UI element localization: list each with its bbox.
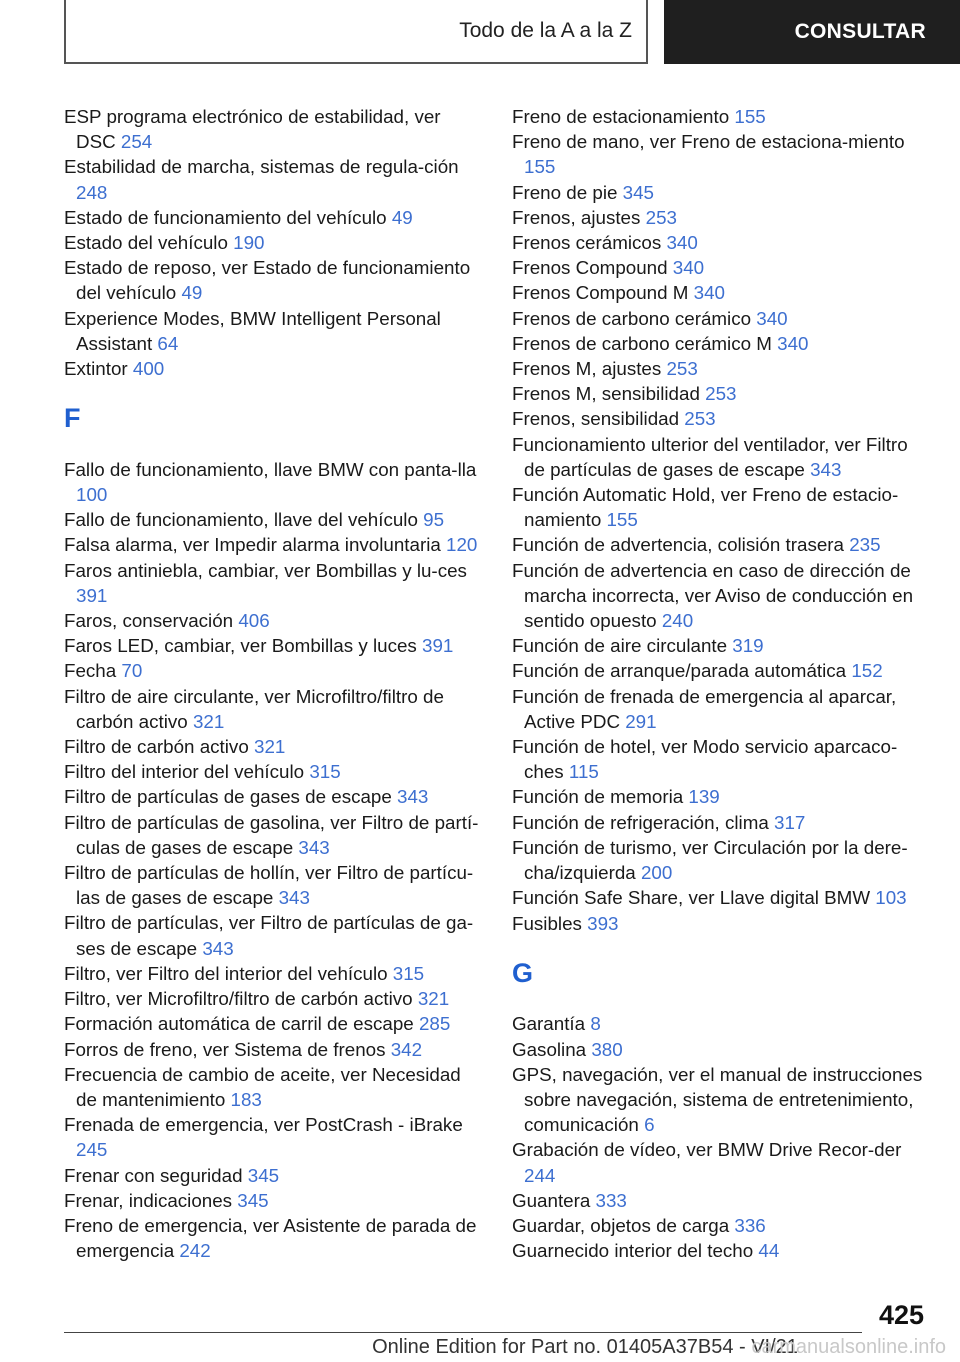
index-entry bbox=[64, 230, 484, 255]
index-entry-text: Frenar con seguridad bbox=[64, 1164, 243, 1186]
index-entry-text: Función de advertencia, colisión trasera bbox=[512, 534, 844, 556]
page-reference-link[interactable]: 253 bbox=[645, 206, 677, 228]
index-entry-text: Frenos, ajustes bbox=[512, 206, 641, 228]
index-entry-text: Frenada de emergencia, ver PostCrash - iBrake bbox=[64, 1114, 463, 1136]
page-reference-link[interactable]: 190 bbox=[233, 232, 265, 254]
index-entry bbox=[64, 910, 484, 960]
tab-todo-de-la-a-a-la-z[interactable]: Todo de la A a la Z bbox=[64, 0, 648, 64]
index-entry bbox=[64, 784, 484, 809]
index-entry bbox=[512, 1037, 932, 1062]
index-entry bbox=[64, 154, 484, 204]
page-reference-link[interactable]: 155 bbox=[524, 156, 556, 178]
index-letter-heading-f: F bbox=[64, 403, 81, 434]
index-entry bbox=[512, 230, 932, 255]
index-entry-text: Función de memoria bbox=[512, 786, 684, 808]
page-reference-link[interactable]: 343 bbox=[810, 458, 842, 480]
page-reference-link[interactable]: 345 bbox=[247, 1164, 280, 1186]
index-entry-text: Grabación de vídeo, ver BMW Drive Recor-der bbox=[512, 1139, 902, 1161]
index-entry-text: Función Automatic Hold, ver Freno de estacio-namiento bbox=[512, 484, 899, 531]
page-reference-link[interactable]: 340 bbox=[672, 257, 705, 279]
index-entry-text: Frenos M, ajustes bbox=[512, 358, 662, 380]
index-entry-text: Frecuencia de cambio de aceite, ver Necesidad de mantenimiento bbox=[64, 1063, 461, 1110]
index-entry bbox=[512, 658, 932, 683]
index-entry-text: Filtro de carbón activo bbox=[64, 736, 249, 758]
index-entry bbox=[64, 810, 484, 860]
index-entry-text: Guantera bbox=[512, 1189, 591, 1211]
index-entry-text: ESP programa electrónico de estabilidad, ver DSC bbox=[64, 106, 441, 153]
index-entry-text: Fallo de funcionamiento, llave del vehículo bbox=[64, 509, 418, 531]
index-entry-text: Freno de estacionamiento bbox=[512, 106, 730, 127]
index-group-f-continued bbox=[512, 104, 932, 936]
index-entry bbox=[512, 381, 932, 406]
index-entry bbox=[512, 911, 932, 936]
index-group-f bbox=[64, 457, 484, 1264]
index-entry-text: Estabilidad de marcha, sistemas de regula-ción bbox=[64, 156, 459, 178]
page-reference-link[interactable]: 340 bbox=[666, 232, 698, 254]
page-reference-link[interactable]: 315 bbox=[309, 761, 341, 783]
index-entry-text: Frenos M, sensibilidad bbox=[512, 383, 700, 405]
index-entry bbox=[64, 255, 484, 305]
index-entry-text: Filtro del interior del vehículo bbox=[64, 761, 305, 783]
index-entry bbox=[512, 280, 932, 305]
page-reference-link[interactable]: 345 bbox=[622, 181, 655, 203]
index-entry bbox=[512, 1238, 932, 1263]
page-reference-link[interactable]: 253 bbox=[684, 408, 716, 430]
index-entry-text: Frenos Compound M bbox=[512, 282, 689, 304]
index-entry-text: Función de hotel, ver Modo servicio aparcaco-ches bbox=[512, 736, 898, 783]
index-entry bbox=[512, 205, 932, 230]
index-entry bbox=[512, 684, 932, 734]
index-entry-text: Frenos de carbono cerámico M bbox=[512, 332, 772, 354]
index-entry-text: Guardar, objetos de carga bbox=[512, 1214, 730, 1236]
index-entry bbox=[512, 255, 932, 280]
page-reference-link[interactable]: 319 bbox=[732, 635, 764, 657]
index-entry bbox=[512, 835, 932, 885]
index-entry bbox=[64, 986, 484, 1011]
index-entry bbox=[64, 961, 484, 986]
index-entry-text: Falsa alarma, ver Impedir alarma involuntaria bbox=[64, 534, 441, 556]
index-entry-text: Fallo de funcionamiento, llave BMW con panta-lla bbox=[64, 458, 477, 480]
index-entry-text: Estado de reposo, ver Estado de funcionamiento del vehículo bbox=[64, 257, 471, 304]
index-entry bbox=[64, 558, 484, 608]
index-entry bbox=[512, 129, 932, 179]
index-entry bbox=[512, 356, 932, 381]
page-reference-link[interactable]: 64 bbox=[157, 332, 179, 354]
page-reference-link[interactable]: 44 bbox=[758, 1240, 780, 1262]
index-entry bbox=[64, 1112, 484, 1162]
page-reference-link[interactable]: 155 bbox=[734, 106, 766, 127]
index-entry-text: Filtro de partículas de hollín, ver Filtro de partícu-las de gases de escape bbox=[64, 862, 474, 909]
index-entry-text: Estado de funcionamiento del vehículo bbox=[64, 206, 387, 228]
page-reference-link[interactable]: 200 bbox=[640, 862, 673, 884]
index-entry-text: Filtro de aire circulante, ver Microfiltro/filtro de carbón activo bbox=[64, 685, 444, 732]
index-entry bbox=[512, 633, 932, 658]
page-reference-link[interactable]: 340 bbox=[756, 307, 788, 329]
index-entry-text: Faros antiniebla, cambiar, ver Bombillas y lu-ces bbox=[64, 559, 467, 581]
page-reference-link[interactable]: 120 bbox=[446, 534, 478, 556]
page-number: 425 bbox=[878, 1300, 924, 1330]
index-entry bbox=[512, 104, 932, 129]
index-entry bbox=[64, 860, 484, 910]
page-reference-link[interactable]: 248 bbox=[76, 181, 108, 203]
page-reference-link[interactable]: 400 bbox=[132, 358, 165, 380]
index-entry-text: Faros LED, cambiar, ver Bombillas y luces bbox=[64, 635, 417, 657]
page-reference-link[interactable]: 391 bbox=[76, 584, 108, 606]
page-reference-link[interactable]: 245 bbox=[76, 1139, 108, 1161]
page-reference-link[interactable]: 285 bbox=[418, 1013, 451, 1035]
watermark: carmanualsonline.info bbox=[751, 1336, 946, 1358]
tab-consultar[interactable]: CONSULTAR bbox=[664, 0, 960, 64]
index-entry bbox=[512, 1137, 932, 1187]
index-group-e bbox=[64, 104, 484, 381]
index-entry-text: Función Safe Share, ver Llave digital BMW bbox=[512, 887, 871, 909]
index-entry bbox=[64, 1011, 484, 1036]
index-entry-text: Fecha bbox=[64, 660, 117, 682]
page-reference-link[interactable]: 343 bbox=[278, 887, 310, 909]
page-reference-link[interactable]: 406 bbox=[238, 610, 270, 632]
page-reference-link[interactable]: 291 bbox=[625, 710, 657, 732]
index-entry bbox=[64, 684, 484, 734]
index-group-g bbox=[512, 1011, 932, 1263]
page-reference-link[interactable]: 315 bbox=[392, 962, 425, 984]
index-entry-text: Frenos de carbono cerámico bbox=[512, 307, 752, 329]
index-entry-text: Gasolina bbox=[512, 1038, 587, 1060]
index-entry-text: Filtro de partículas de gases de escape bbox=[64, 786, 392, 808]
index-entry bbox=[512, 331, 932, 356]
index-entry bbox=[512, 432, 932, 482]
index-entry bbox=[64, 1213, 484, 1263]
index-entry-text: Faros, conservación bbox=[64, 610, 234, 632]
page-reference-link[interactable]: 8 bbox=[590, 1013, 601, 1035]
page-reference-link[interactable]: 253 bbox=[705, 383, 737, 405]
index-entry bbox=[512, 1062, 932, 1138]
index-entry-text: GPS, navegación, ver el manual de instrucciones sobre navegación, sistema de entretenimiento, comunicación bbox=[512, 1063, 923, 1136]
page-reference-link[interactable]: 342 bbox=[390, 1038, 423, 1060]
page-reference-link[interactable]: 254 bbox=[120, 131, 153, 153]
index-entry-text: Forros de freno, ver Sistema de frenos bbox=[64, 1038, 386, 1060]
index-entry bbox=[64, 734, 484, 759]
index-entry-text: Fusibles bbox=[512, 912, 582, 934]
index-entry bbox=[512, 532, 932, 557]
page-reference-link[interactable]: 103 bbox=[875, 887, 907, 909]
index-entry-text: Función de refrigeración, clima bbox=[512, 811, 769, 833]
page-reference-link[interactable]: 345 bbox=[237, 1189, 269, 1211]
index-entry-text: Extintor bbox=[64, 358, 128, 380]
index-entry-text: Freno de emergencia, ver Asistente de parada de emergencia bbox=[64, 1214, 477, 1262]
page-reference-link[interactable]: 336 bbox=[734, 1214, 766, 1236]
page-reference-link[interactable]: 115 bbox=[568, 761, 599, 783]
page-reference-link[interactable]: 321 bbox=[417, 988, 450, 1010]
index-entry-text: Formación automática de carril de escape bbox=[64, 1013, 414, 1035]
index-entry bbox=[64, 356, 484, 381]
index-entry-text: Frenar, indicaciones bbox=[64, 1189, 233, 1211]
index-entry bbox=[64, 658, 484, 683]
index-column-left bbox=[64, 104, 484, 1263]
index-entry-text: Estado del vehículo bbox=[64, 232, 228, 254]
page-reference-link[interactable]: 240 bbox=[661, 610, 694, 632]
index-entry-text: Filtro de partículas, ver Filtro de partículas de ga-ses de escape bbox=[64, 912, 474, 959]
index-entry-text: Función de aire circulante bbox=[512, 635, 728, 657]
index-entry-text: Filtro, ver Microfiltro/filtro de carbón activo bbox=[64, 988, 413, 1010]
page-reference-link[interactable]: 70 bbox=[121, 660, 143, 682]
index-entry bbox=[512, 810, 932, 835]
page-reference-link[interactable]: 343 bbox=[202, 937, 234, 959]
index-entry bbox=[64, 457, 484, 507]
index-entry bbox=[512, 1011, 932, 1036]
index-entry bbox=[512, 885, 932, 910]
page-reference-link[interactable]: 155 bbox=[606, 509, 638, 531]
index-entry-text: Frenos cerámicos bbox=[512, 232, 662, 254]
index-entry bbox=[512, 482, 932, 532]
index-entry-text: Función de advertencia en caso de dirección de marcha incorrecta, ver Aviso de conducción en sentido opuesto bbox=[512, 559, 914, 632]
index-entry-text: Guarnecido interior del techo bbox=[512, 1240, 754, 1262]
index-entry-text: Frenos, sensibilidad bbox=[512, 408, 680, 430]
index-entry-text: Filtro, ver Filtro del interior del vehículo bbox=[64, 962, 388, 984]
footer-divider bbox=[64, 1332, 862, 1333]
index-entry bbox=[512, 1213, 932, 1238]
index-entry-text: Función de arranque/parada automática bbox=[512, 660, 847, 682]
index-entry-text: Experience Modes, BMW Intelligent Personal Assistant bbox=[64, 307, 441, 354]
index-entry bbox=[512, 734, 932, 784]
page-reference-link[interactable]: 321 bbox=[254, 736, 286, 758]
page-reference-link[interactable]: 244 bbox=[524, 1164, 556, 1186]
index-entry bbox=[64, 1037, 484, 1062]
page-reference-link[interactable]: 242 bbox=[179, 1240, 211, 1262]
index-entry bbox=[64, 532, 484, 557]
index-entry-text: Función de frenada de emergencia al aparcar, Active PDC bbox=[512, 685, 897, 732]
page-reference-link[interactable]: 343 bbox=[397, 786, 429, 808]
page-reference-link[interactable]: 235 bbox=[849, 534, 881, 556]
page-reference-link[interactable]: 152 bbox=[851, 660, 883, 682]
index-entry bbox=[512, 180, 932, 205]
page-reference-link[interactable]: 340 bbox=[693, 282, 725, 304]
page-reference-link[interactable]: 6 bbox=[644, 1114, 655, 1136]
index-entry-text: Funcionamiento ulterior del ventilador, ver Filtro de partículas de gases de escape bbox=[512, 433, 908, 480]
index-entry bbox=[64, 507, 484, 532]
index-entry bbox=[512, 784, 932, 809]
page-reference-link[interactable]: 95 bbox=[423, 509, 445, 531]
index-entry bbox=[512, 1188, 932, 1213]
page-reference-link[interactable]: 380 bbox=[591, 1038, 623, 1060]
index-letter-heading-g: G bbox=[512, 957, 534, 988]
page-reference-link[interactable]: 49 bbox=[391, 206, 413, 228]
index-column-right bbox=[512, 104, 932, 1263]
page-reference-link[interactable]: 317 bbox=[774, 811, 806, 833]
page-reference-link[interactable]: 343 bbox=[298, 836, 330, 858]
index-entry-text: Frenos Compound bbox=[512, 257, 668, 279]
edition-note: Online Edition for Part no. 01405A37B54 - VI/21 bbox=[372, 1336, 798, 1358]
index-entry bbox=[64, 608, 484, 633]
page-reference-link[interactable]: 100 bbox=[76, 484, 108, 506]
index-entry-text: Garantía bbox=[512, 1013, 586, 1035]
index-entry bbox=[64, 759, 484, 784]
page-header bbox=[64, 0, 960, 64]
index-entry-text: Filtro de partículas de gasolina, ver Filtro de partí-culas de gases de escape bbox=[64, 811, 479, 858]
page-reference-link[interactable]: 393 bbox=[587, 912, 619, 934]
page-reference-link[interactable]: 321 bbox=[192, 710, 225, 732]
index-entry bbox=[64, 633, 484, 658]
index-entry bbox=[64, 205, 484, 230]
index-entry-text: Función de turismo, ver Circulación por la dere-cha/izquierda bbox=[512, 836, 908, 884]
page-reference-link[interactable]: 49 bbox=[181, 282, 203, 304]
index-entry bbox=[512, 306, 932, 331]
index-entry bbox=[512, 406, 932, 431]
index-entry bbox=[64, 1163, 484, 1188]
page-reference-link[interactable]: 139 bbox=[688, 786, 720, 808]
page-reference-link[interactable]: 340 bbox=[777, 332, 809, 354]
index-entry bbox=[64, 1062, 484, 1112]
index-entry bbox=[512, 558, 932, 634]
index-entry bbox=[64, 306, 484, 356]
index-entry bbox=[64, 104, 484, 154]
page-reference-link[interactable]: 183 bbox=[230, 1088, 262, 1110]
page-reference-link[interactable]: 253 bbox=[666, 358, 698, 380]
page-reference-link[interactable]: 333 bbox=[595, 1189, 627, 1211]
index-entry-text: Freno de mano, ver Freno de estaciona-miento bbox=[512, 131, 905, 153]
index-entry bbox=[64, 1188, 484, 1213]
page-reference-link[interactable]: 391 bbox=[422, 635, 454, 657]
index-entry-text: Freno de pie bbox=[512, 181, 618, 203]
